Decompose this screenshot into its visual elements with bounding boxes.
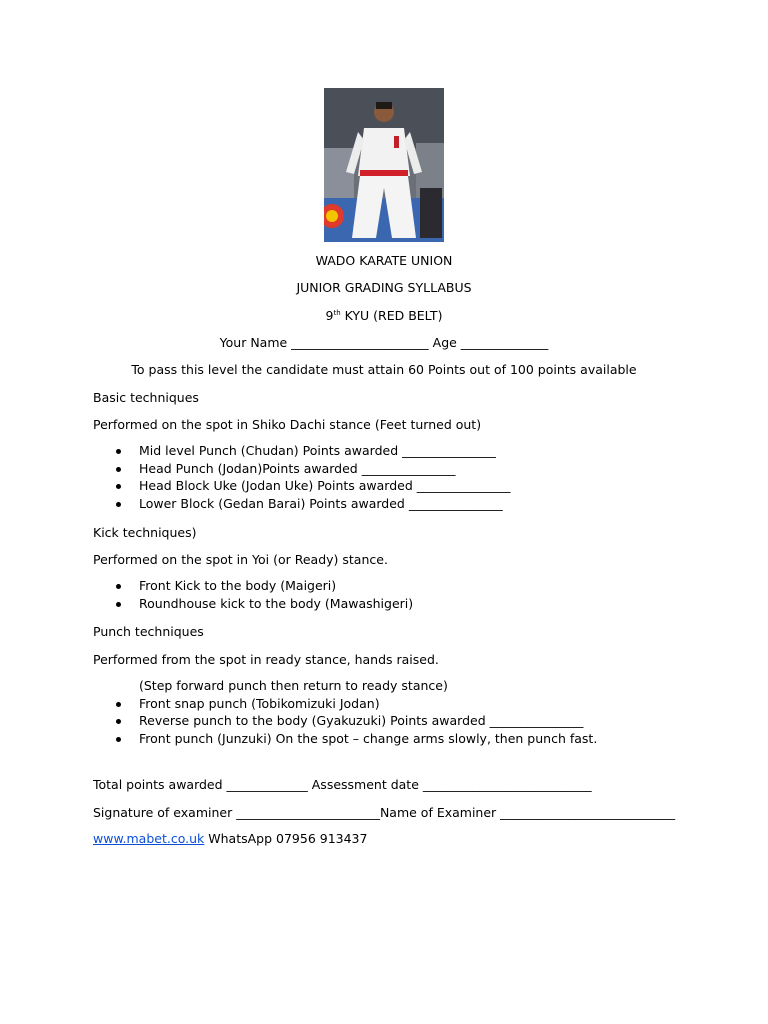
whatsapp-text: WhatsApp 07956 913437 <box>204 831 368 846</box>
kick-techniques-heading: Kick techniques) <box>93 525 197 540</box>
total-points-line: Total points awarded _____________ Assessment date ___________________________ <box>93 777 592 792</box>
syllabus-title: JUNIOR GRADING SYLLABUS <box>296 280 472 295</box>
list-item: Head Block Uke (Jodan Uke) Points awarded _______________ <box>112 477 511 495</box>
org-title: WADO KARATE UNION <box>315 253 453 268</box>
karate-figure-illustration <box>324 88 444 242</box>
contact-line <box>93 831 367 846</box>
grade-text: KYU (RED BELT) <box>340 308 443 323</box>
basic-techniques-list <box>112 442 511 513</box>
list-item: Reverse punch to the body (Gyakuzuki) Points awarded _______________ <box>112 712 597 730</box>
kick-techniques-list <box>112 577 413 612</box>
basic-techniques-heading: Basic techniques <box>93 390 199 405</box>
grade-number: 9 <box>325 308 334 323</box>
punch-techniques-list <box>112 677 597 748</box>
punch-techniques-intro: Performed from the spot in ready stance, hands raised. <box>93 652 439 667</box>
name-age-line: Your Name ______________________ Age ______________ <box>219 335 549 350</box>
list-item: Front punch (Junzuki) On the spot – change arms slowly, then punch fast. <box>112 730 597 748</box>
kick-techniques-intro: Performed on the spot in Yoi (or Ready) stance. <box>93 552 388 567</box>
list-item: Roundhouse kick to the body (Mawashigeri) <box>112 595 413 613</box>
list-item: Front Kick to the body (Maigeri) <box>112 577 413 595</box>
grade-title <box>0 308 768 323</box>
signature-line: Signature of examiner _______________________Name of Examiner ____________________________ <box>93 805 676 820</box>
karate-photo <box>324 88 444 242</box>
grade-suffix: th <box>333 308 341 317</box>
list-item: Front snap punch (Tobikomizuki Jodan) <box>112 695 597 713</box>
list-item: Head Punch (Jodan)Points awarded _______________ <box>112 460 511 478</box>
list-item: Mid level Punch (Chudan) Points awarded _______________ <box>112 442 511 460</box>
list-item: Lower Block (Gedan Barai) Points awarded _______________ <box>112 495 511 513</box>
punch-note: (Step forward punch then return to ready stance) <box>139 678 448 693</box>
website-link[interactable]: www.mabet.co.uk <box>93 831 205 846</box>
basic-techniques-intro: Performed on the spot in Shiko Dachi stance (Feet turned out) <box>93 417 482 432</box>
pass-requirement: To pass this level the candidate must attain 60 Points out of 100 points available <box>131 362 637 377</box>
punch-techniques-heading: Punch techniques <box>93 624 204 639</box>
